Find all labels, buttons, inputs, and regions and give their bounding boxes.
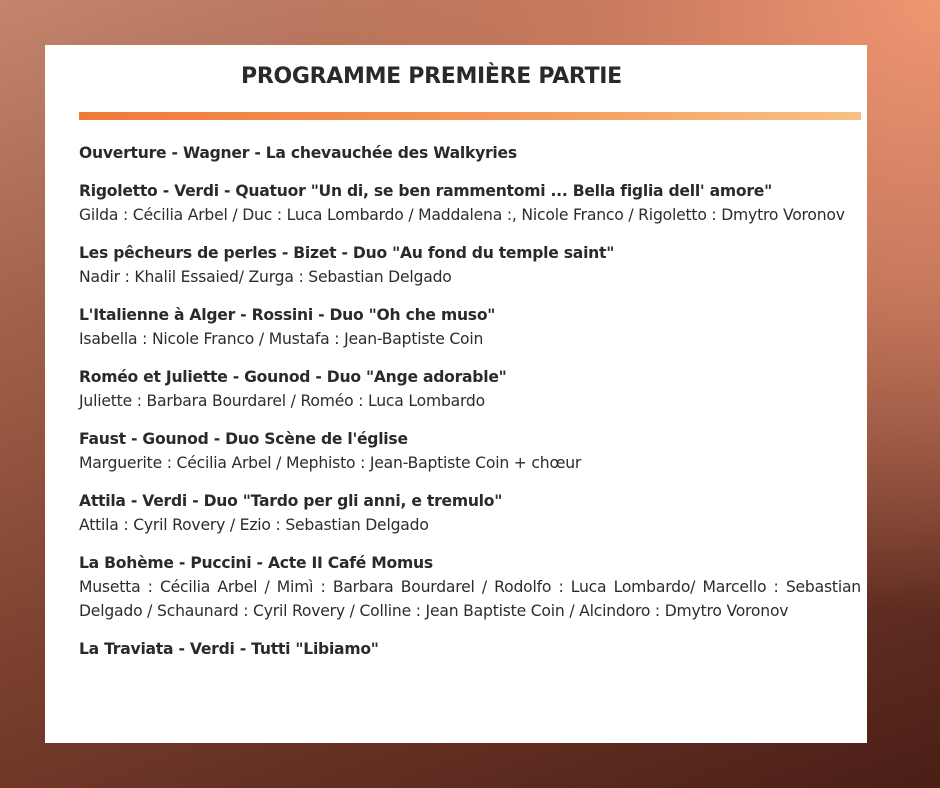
piece-title: La Bohème - Puccini - Acte II Café Momus — [79, 554, 433, 572]
piece-title: Attila - Verdi - Duo "Tardo per gli anni, e tremulo" — [79, 492, 503, 510]
list-item — [79, 427, 861, 475]
piece-cast: Attila : Cyril Rovery / Ezio : Sebastian Delgado — [79, 516, 429, 534]
list-item — [79, 179, 861, 227]
list-item — [79, 637, 861, 661]
accent-divider — [79, 112, 861, 120]
piece-title: La Traviata - Verdi - Tutti "Libiamo" — [79, 640, 379, 658]
program-card — [45, 45, 867, 743]
piece-cast: Isabella : Nicole Franco / Mustafa : Jean-Baptiste Coin — [79, 330, 484, 348]
piece-cast: Gilda : Cécilia Arbel / Duc : Luca Lombardo / Maddalena :, Nicole Franco / Rigoletto : Dmytro Voronov — [79, 206, 845, 224]
list-item — [79, 489, 861, 537]
program-list — [79, 141, 861, 675]
list-item — [79, 241, 861, 289]
piece-title: Ouverture - Wagner - La chevauchée des Walkyries — [79, 144, 517, 162]
list-item — [79, 365, 861, 413]
piece-title: Rigoletto - Verdi - Quatuor "Un di, se ben rammentomi ... Bella figlia dell' amore" — [79, 182, 772, 200]
piece-title: Roméo et Juliette - Gounod - Duo "Ange adorable" — [79, 368, 507, 386]
piece-cast: Musetta : Cécilia Arbel / Mimì : Barbara Bourdarel / Rodolfo : Luca Lombardo/ Marcello : Sebastian Delgado / Schaunard : Cyril Rovery / Colline : Jean Baptiste Coin / Alcindoro : Dmytro Voronov — [79, 578, 861, 620]
piece-title: Les pêcheurs de perles - Bizet - Duo "Au fond du temple saint" — [79, 244, 615, 262]
list-item — [79, 551, 861, 623]
piece-title: Faust - Gounod - Duo Scène de l'église — [79, 430, 408, 448]
list-item — [79, 303, 861, 351]
page-title: PROGRAMME PREMIÈRE PARTIE — [241, 64, 622, 89]
piece-cast: Marguerite : Cécilia Arbel / Mephisto : Jean-Baptiste Coin + chœur — [79, 454, 582, 472]
piece-title: L'Italienne à Alger - Rossini - Duo "Oh che muso" — [79, 306, 496, 324]
list-item — [79, 141, 861, 165]
piece-cast: Juliette : Barbara Bourdarel / Roméo : Luca Lombardo — [79, 392, 485, 410]
piece-cast: Nadir : Khalil Essaied/ Zurga : Sebastian Delgado — [79, 268, 452, 286]
